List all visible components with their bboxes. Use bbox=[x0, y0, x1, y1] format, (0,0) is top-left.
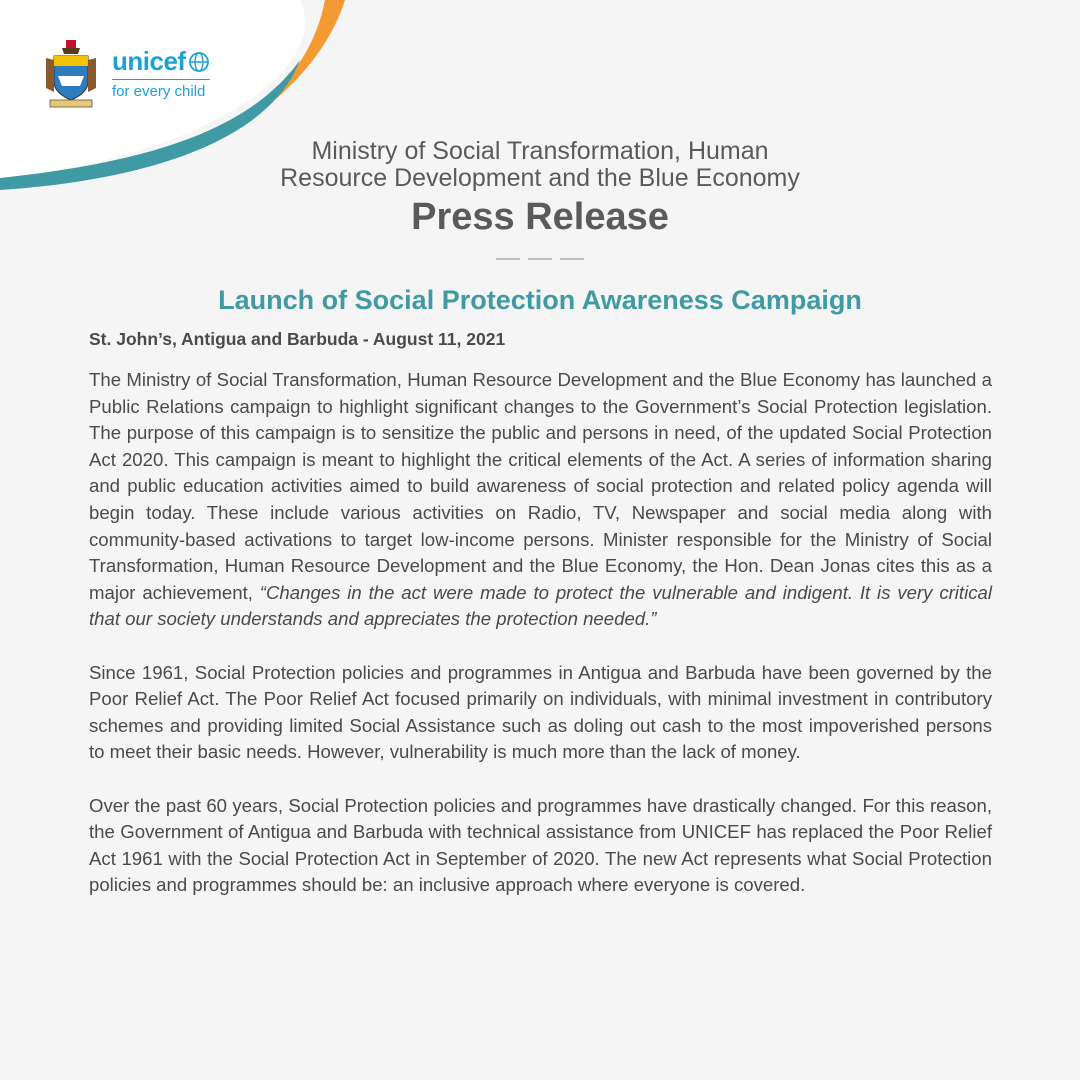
divider-dash bbox=[496, 258, 520, 260]
divider-dash bbox=[528, 258, 552, 260]
title-divider bbox=[496, 258, 584, 260]
coat-of-arms-icon bbox=[40, 38, 102, 110]
article-dateline: St. John’s, Antigua and Barbuda - August 11, 2021 bbox=[89, 329, 506, 349]
unicef-logo bbox=[112, 46, 210, 100]
minister-quote: “Changes in the act were made to protect the vulnerable and indigent. It is very critical that our society understands and appreciates the protection needed.” bbox=[89, 581, 993, 630]
paragraph-3: Over the past 60 years, Social Protection policies and programmes have drastically changed. For this reason, the Government of Antigua and Barbuda with technical assistance from UNICEF has replaced the Poor Relief Act 1961 with the Social Protection Act in September of 2020. The new Act represents what Social Protection policies and programmes should be: an inclusive approach where everyone is covered. bbox=[89, 794, 992, 896]
unicef-tagline: for every child bbox=[112, 79, 210, 100]
article-body bbox=[89, 367, 992, 925]
logo-bar bbox=[40, 38, 210, 110]
article-headline: Launch of Social Protection Awareness Campaign bbox=[218, 285, 862, 315]
page-title: Press Release bbox=[411, 196, 669, 238]
ministry-line-2: Resource Development and the Blue Economy bbox=[280, 164, 800, 192]
divider-dash bbox=[560, 258, 584, 260]
paragraph-1-text: The Ministry of Social Transformation, Human Resource Development and the Blue Economy has launched a Public Relations campaign to highlight significant changes to the Government’s Social Protection legislation. The purpose of this campaign is to sensitize the public and persons in need, of the updated Social Protection Act 2020. This campaign is meant to highlight the critical elements of the Act. A series of information sharing and public education activities aimed to build awareness of social protection and related policy agenda will begin today. These include various activities on Radio, TV, Newspaper and social media along with community-based activations to target low-income persons. Minister responsible for the Ministry of Social Transformation, Human Resource Development and the Blue Economy, the Hon. Dean Jonas cites this as a major achievement, bbox=[89, 369, 992, 603]
ministry-line-1: Ministry of Social Transformation, Human bbox=[311, 137, 769, 165]
ministry-name bbox=[0, 138, 1080, 192]
paragraph-1 bbox=[89, 367, 992, 633]
globe-icon bbox=[188, 51, 210, 73]
unicef-wordmark: unicef bbox=[112, 46, 186, 76]
paragraph-2: Since 1961, Social Protection policies and programmes in Antigua and Barbuda have been governed by the Poor Relief Act. The Poor Relief Act focused primarily on individuals, with minimal investment in contributory schemes and providing limited Social Assistance such as doling out cash to the most impoverished persons to meet their basic needs. However, vulnerability is much more than the lack of money. bbox=[89, 661, 992, 763]
